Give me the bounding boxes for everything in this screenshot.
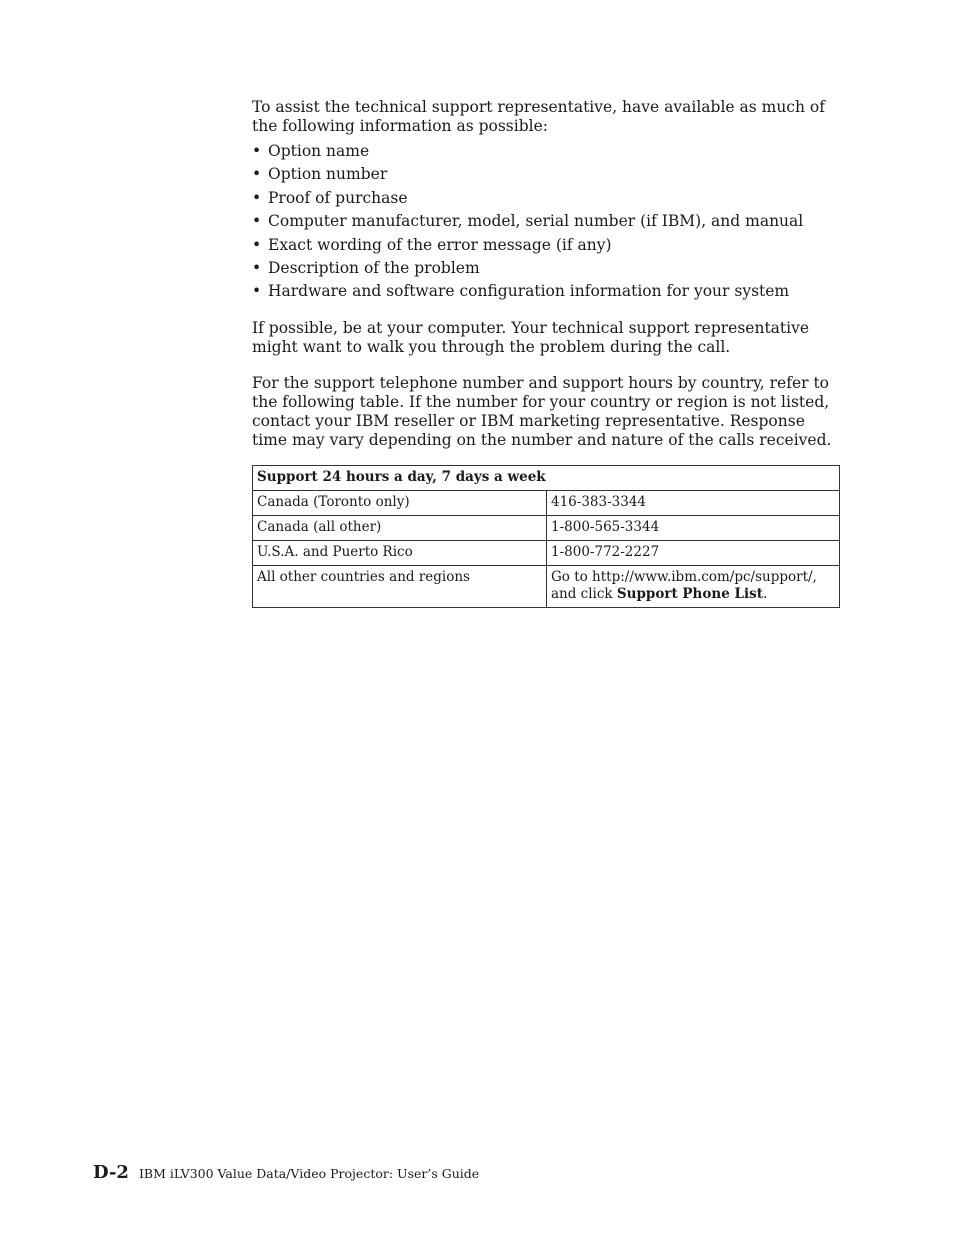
list-item: • Option number	[252, 163, 842, 186]
bullet-icon: •	[252, 282, 262, 301]
support-url-cell: Go to http://www.ibm.com/pc/support/, and click Support Phone List.	[547, 565, 840, 607]
table-header-row	[253, 465, 840, 490]
page-content	[252, 98, 842, 608]
region-cell: Canada (all other)	[253, 515, 547, 540]
page-footer	[93, 1161, 479, 1186]
region-cell: All other countries and regions	[253, 565, 547, 607]
support-phone-list-label: Support Phone List	[616, 585, 763, 602]
support-phone-table	[252, 465, 840, 608]
intro-paragraph: To assist the technical support representative, have available as much of the following information as possible:	[252, 98, 825, 135]
bullet-icon: •	[252, 142, 262, 160]
table-row	[253, 565, 840, 607]
info-bullet-list	[252, 140, 842, 304]
phone-cell: 1-800-565-3344	[547, 515, 840, 540]
bullet-icon: •	[252, 258, 262, 277]
region-cell: U.S.A. and Puerto Rico	[253, 540, 547, 565]
page-number: D-2	[93, 1162, 129, 1183]
list-item: • Option name	[252, 140, 842, 163]
bullet-icon: •	[252, 235, 262, 254]
list-item: • Computer manufacturer, model, serial number (if IBM), and manual	[252, 210, 842, 233]
table-row	[253, 540, 840, 565]
guide-title: IBM iLV300 Value Data/Video Projector: User’s Guide	[138, 1166, 480, 1181]
list-item: • Proof of purchase	[252, 187, 842, 210]
phone-cell: 416-383-3344	[547, 490, 840, 515]
phone-paragraph: For the support telephone number and support hours by country, refer to the following table. If the number for your country or region is not listed, contact your IBM reseller or IBM marketing representative. Response time may vary depending on the number and nature of the calls received.	[252, 373, 832, 449]
phone-cell: 1-800-772-2227	[547, 540, 840, 565]
table-row	[253, 490, 840, 515]
region-cell: Canada (Toronto only)	[253, 490, 547, 515]
bullet-icon: •	[252, 188, 262, 207]
bullet-icon: •	[252, 212, 262, 231]
list-item: • Hardware and software configuration information for your system	[252, 280, 842, 303]
list-item: • Exact wording of the error message (if any)	[252, 234, 842, 257]
computer-paragraph: If possible, be at your computer. Your technical support representative might want to walk you through the problem during the call.	[252, 318, 810, 356]
table-row	[253, 515, 840, 540]
support-url-text: Go to http://www.ibm.com/pc/support/, and click	[551, 568, 817, 602]
table-header: Support 24 hours a day, 7 days a week	[253, 465, 840, 490]
bullet-icon: •	[252, 165, 262, 184]
list-item: • Description of the problem	[252, 257, 842, 280]
